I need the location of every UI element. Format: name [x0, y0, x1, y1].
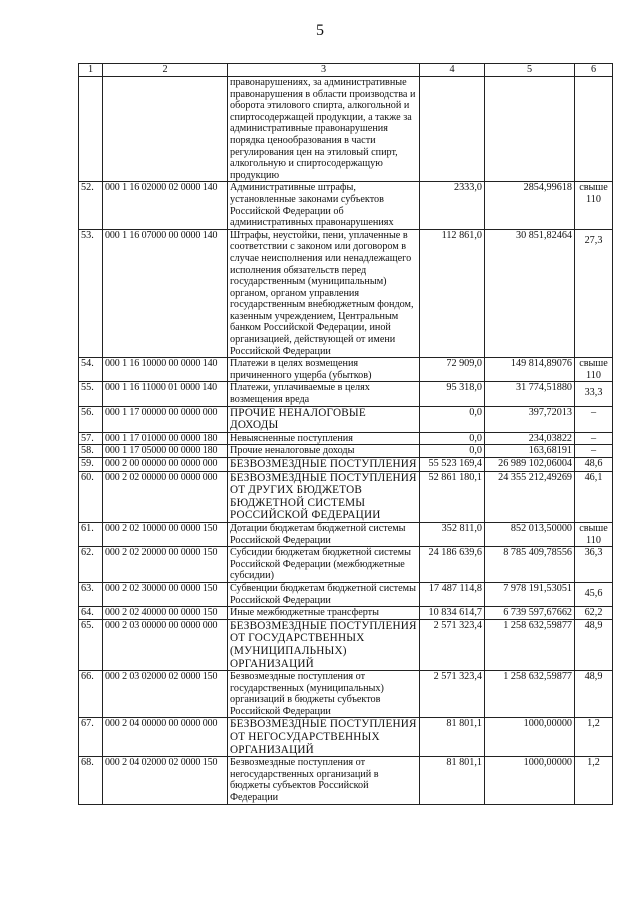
table-row	[79, 358, 613, 382]
column-header: 3	[228, 64, 420, 77]
execution-percent-cell: 1,2	[575, 718, 613, 757]
row-number-cell: 54.	[79, 358, 103, 382]
row-number-cell: 68.	[79, 757, 103, 804]
table-row	[79, 382, 613, 406]
revenue-name-cell: Штрафы, неустойки, пени, уплаченные в соответствии с законом или договором в случае неисполнения или ненадлежащего исполнения обязательств перед государственным (муниципальным) органом, органом управления государственным внебюджетным фондом, казенным учреждением, Центральным банком Российской Федерации, иной организацией, действующей от имени Российской Федерации	[228, 229, 420, 358]
table-row	[79, 671, 613, 718]
row-number-cell: 55.	[79, 382, 103, 406]
revenue-name-cell: БЕЗВОЗМЕЗДНЫЕ ПОСТУПЛЕНИЯ ОТ ГОСУДАРСТВЕННЫХ (МУНИЦИПАЛЬНЫХ) ОРГАНИЗАЦИЙ	[228, 619, 420, 670]
budget-code-cell: 000 1 16 11000 01 0000 140	[103, 382, 228, 406]
column-header: 5	[485, 64, 575, 77]
planned-amount-cell: 2 571 323,4	[420, 671, 485, 718]
execution-percent-cell	[575, 77, 613, 182]
column-header: 4	[420, 64, 485, 77]
execution-percent-cell: 27,3	[575, 229, 613, 358]
execution-percent-cell: 36,3	[575, 547, 613, 583]
planned-amount-cell: 0,0	[420, 445, 485, 458]
actual-amount-cell: 397,72013	[485, 406, 575, 432]
actual-amount-cell: 149 814,89076	[485, 358, 575, 382]
planned-amount-cell: 0,0	[420, 432, 485, 445]
row-number-cell: 52.	[79, 182, 103, 229]
actual-amount-cell: 6 739 597,67662	[485, 607, 575, 620]
table-row	[79, 229, 613, 358]
revenue-name-cell: Платежи в целях возмещения причиненного ущерба (убытков)	[228, 358, 420, 382]
table-row	[79, 406, 613, 432]
actual-amount-cell: 1 258 632,59877	[485, 671, 575, 718]
table-row	[79, 471, 613, 522]
table-header-row	[79, 64, 613, 77]
row-number-cell: 61.	[79, 522, 103, 546]
column-header: 2	[103, 64, 228, 77]
actual-amount-cell: 8 785 409,78556	[485, 547, 575, 583]
revenue-name-cell: ПРОЧИЕ НЕНАЛОГОВЫЕ ДОХОДЫ	[228, 406, 420, 432]
revenue-name-cell: Иные межбюджетные трансферты	[228, 607, 420, 620]
budget-code-cell: 000 1 17 05000 00 0000 180	[103, 445, 228, 458]
planned-amount-cell: 0,0	[420, 406, 485, 432]
execution-percent-cell: –	[575, 445, 613, 458]
row-number-cell: 62.	[79, 547, 103, 583]
actual-amount-cell	[485, 77, 575, 182]
planned-amount-cell: 81 801,1	[420, 757, 485, 804]
revenue-name-cell: Платежи, уплачиваемые в целях возмещения вреда	[228, 382, 420, 406]
budget-code-cell: 000 2 02 40000 00 0000 150	[103, 607, 228, 620]
planned-amount-cell: 55 523 169,4	[420, 458, 485, 472]
budget-code-cell: 000 2 03 02000 02 0000 150	[103, 671, 228, 718]
execution-percent-cell: 45,6	[575, 582, 613, 606]
table-row	[79, 522, 613, 546]
revenue-name-cell: Административные штрафы, установленные законами субъектов Российской Федерации об административных правонарушениях	[228, 182, 420, 229]
row-number-cell: 57.	[79, 432, 103, 445]
execution-percent-cell: свыше 110	[575, 182, 613, 229]
table-row	[79, 619, 613, 670]
execution-percent-cell: –	[575, 406, 613, 432]
execution-percent-cell: 62,2	[575, 607, 613, 620]
budget-code-cell: 000 2 02 00000 00 0000 000	[103, 471, 228, 522]
row-number-cell: 64.	[79, 607, 103, 620]
column-header: 1	[79, 64, 103, 77]
table-row	[79, 718, 613, 757]
budget-code-cell: 000 1 16 10000 00 0000 140	[103, 358, 228, 382]
row-number-cell: 53.	[79, 229, 103, 358]
actual-amount-cell: 30 851,82464	[485, 229, 575, 358]
planned-amount-cell: 24 186 639,6	[420, 547, 485, 583]
row-number-cell: 56.	[79, 406, 103, 432]
table-row	[79, 458, 613, 472]
row-number-cell: 58.	[79, 445, 103, 458]
table-row	[79, 757, 613, 804]
execution-percent-cell: свыше 110	[575, 358, 613, 382]
revenue-name-cell: правонарушениях, за административные правонарушения в области производства и оборота этилового спирта, алкогольной и спиртосодержащей продукции, а также за административные правонарушения порядка ценообразования в части регулирования цен на этиловый спирт, алкогольную и спиртосодержащую продукцию	[228, 77, 420, 182]
planned-amount-cell: 17 487 114,8	[420, 582, 485, 606]
row-number-cell: 66.	[79, 671, 103, 718]
actual-amount-cell: 24 355 212,49269	[485, 471, 575, 522]
budget-code-cell	[103, 77, 228, 182]
budget-code-cell: 000 1 17 00000 00 0000 000	[103, 406, 228, 432]
table-row	[79, 182, 613, 229]
actual-amount-cell: 31 774,51880	[485, 382, 575, 406]
execution-percent-cell: 1,2	[575, 757, 613, 804]
revenue-name-cell: БЕЗВОЗМЕЗДНЫЕ ПОСТУПЛЕНИЯ	[228, 458, 420, 472]
revenue-name-cell: Безвозмездные поступления от негосударственных организаций в бюджеты субъектов Российской Федерации	[228, 757, 420, 804]
execution-percent-cell: 48,6	[575, 458, 613, 472]
planned-amount-cell: 2333,0	[420, 182, 485, 229]
budget-code-cell: 000 1 16 07000 00 0000 140	[103, 229, 228, 358]
row-number-cell	[79, 77, 103, 182]
execution-percent-cell: 33,3	[575, 382, 613, 406]
planned-amount-cell: 52 861 180,1	[420, 471, 485, 522]
table-row	[79, 582, 613, 606]
execution-percent-cell: –	[575, 432, 613, 445]
budget-code-cell: 000 1 16 02000 02 0000 140	[103, 182, 228, 229]
planned-amount-cell: 72 909,0	[420, 358, 485, 382]
column-header: 6	[575, 64, 613, 77]
table-row	[79, 432, 613, 445]
actual-amount-cell: 1000,00000	[485, 718, 575, 757]
revenue-name-cell: БЕЗВОЗМЕЗДНЫЕ ПОСТУПЛЕНИЯ ОТ ДРУГИХ БЮДЖЕТОВ БЮДЖЕТНОЙ СИСТЕМЫ РОССИЙСКОЙ ФЕДЕРАЦИИ	[228, 471, 420, 522]
revenue-name-cell: Субсидии бюджетам бюджетной системы Российской Федерации (межбюджетные субсидии)	[228, 547, 420, 583]
revenue-name-cell: БЕЗВОЗМЕЗДНЫЕ ПОСТУПЛЕНИЯ ОТ НЕГОСУДАРСТВЕННЫХ ОРГАНИЗАЦИЙ	[228, 718, 420, 757]
planned-amount-cell: 10 834 614,7	[420, 607, 485, 620]
budget-code-cell: 000 1 17 01000 00 0000 180	[103, 432, 228, 445]
budget-code-cell: 000 2 02 10000 00 0000 150	[103, 522, 228, 546]
budget-code-cell: 000 2 02 20000 00 0000 150	[103, 547, 228, 583]
table-body	[79, 77, 613, 805]
table-row	[79, 445, 613, 458]
budget-code-cell: 000 2 02 30000 00 0000 150	[103, 582, 228, 606]
planned-amount-cell: 95 318,0	[420, 382, 485, 406]
revenue-name-cell: Невыясненные поступления	[228, 432, 420, 445]
execution-percent-cell: свыше 110	[575, 522, 613, 546]
planned-amount-cell: 2 571 323,4	[420, 619, 485, 670]
row-number-cell: 60.	[79, 471, 103, 522]
execution-percent-cell: 48,9	[575, 619, 613, 670]
planned-amount-cell: 112 861,0	[420, 229, 485, 358]
row-number-cell: 65.	[79, 619, 103, 670]
table-row	[79, 607, 613, 620]
actual-amount-cell: 2854,99618	[485, 182, 575, 229]
revenue-name-cell: Субвенции бюджетам бюджетной системы Российской Федерации	[228, 582, 420, 606]
revenue-table	[78, 63, 613, 805]
actual-amount-cell: 852 013,50000	[485, 522, 575, 546]
budget-code-cell: 000 2 03 00000 00 0000 000	[103, 619, 228, 670]
row-number-cell: 67.	[79, 718, 103, 757]
actual-amount-cell: 26 989 102,06004	[485, 458, 575, 472]
planned-amount-cell	[420, 77, 485, 182]
actual-amount-cell: 1 258 632,59877	[485, 619, 575, 670]
row-number-cell: 63.	[79, 582, 103, 606]
actual-amount-cell: 163,68191	[485, 445, 575, 458]
budget-code-cell: 000 2 04 02000 02 0000 150	[103, 757, 228, 804]
row-number-cell: 59.	[79, 458, 103, 472]
page-number: 5	[316, 22, 324, 39]
execution-percent-cell: 46,1	[575, 471, 613, 522]
revenue-name-cell: Прочие неналоговые доходы	[228, 445, 420, 458]
planned-amount-cell: 81 801,1	[420, 718, 485, 757]
table-row	[79, 547, 613, 583]
revenue-name-cell: Безвозмездные поступления от государственных (муниципальных) организаций в бюджеты субъектов Российской Федерации	[228, 671, 420, 718]
actual-amount-cell: 1000,00000	[485, 757, 575, 804]
actual-amount-cell: 7 978 191,53051	[485, 582, 575, 606]
planned-amount-cell: 352 811,0	[420, 522, 485, 546]
budget-code-cell: 000 2 00 00000 00 0000 000	[103, 458, 228, 472]
budget-code-cell: 000 2 04 00000 00 0000 000	[103, 718, 228, 757]
execution-percent-cell: 48,9	[575, 671, 613, 718]
actual-amount-cell: 234,03822	[485, 432, 575, 445]
revenue-name-cell: Дотации бюджетам бюджетной системы Российской Федерации	[228, 522, 420, 546]
table-row	[79, 77, 613, 182]
